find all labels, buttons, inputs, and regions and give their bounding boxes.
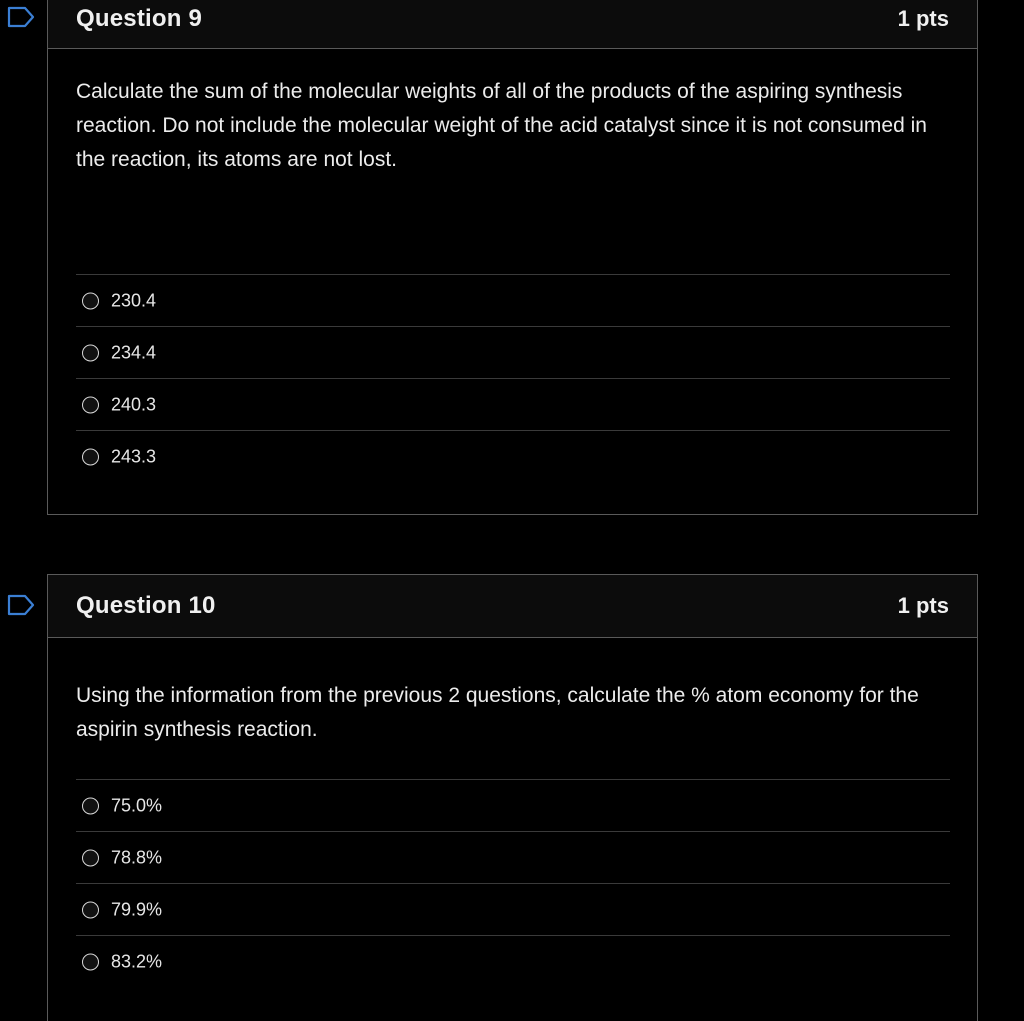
question-10 <box>47 574 978 1021</box>
answer-label: 230.4 <box>111 290 157 310</box>
answer-option[interactable] <box>76 832 950 884</box>
answer-label: 78.8% <box>111 847 163 867</box>
answer-label: 83.2% <box>111 951 163 972</box>
answer-option[interactable] <box>76 327 950 379</box>
answer-option[interactable] <box>76 936 950 988</box>
answer-option[interactable] <box>76 780 950 832</box>
answer-option[interactable] <box>76 884 950 936</box>
answer-label: 243.3 <box>111 446 157 467</box>
answer-list <box>76 274 950 483</box>
radio-button[interactable] <box>82 449 99 466</box>
question-points: 1 pts <box>897 593 949 618</box>
radio-button[interactable] <box>82 396 99 413</box>
flag-question-9-icon[interactable] <box>6 6 36 28</box>
flag-question-10-icon[interactable] <box>6 594 36 616</box>
answer-list <box>76 779 950 988</box>
question-text: Using the information from the previous 2 questions, calculate the % atom economy for the aspirin synthesis reaction. <box>76 684 919 741</box>
answer-option[interactable] <box>76 431 950 483</box>
radio-button[interactable] <box>82 954 99 971</box>
question-title: Question 10 <box>76 592 216 619</box>
answer-label: 234.4 <box>111 342 157 362</box>
question-header <box>48 0 977 49</box>
radio-button[interactable] <box>82 849 99 866</box>
radio-button[interactable] <box>82 292 99 309</box>
question-title: Question 9 <box>76 5 203 32</box>
answer-option[interactable] <box>76 379 950 431</box>
question-header <box>48 575 977 638</box>
radio-button[interactable] <box>82 344 99 361</box>
radio-button[interactable] <box>82 797 99 814</box>
answer-label: 240.3 <box>111 394 157 414</box>
question-text: Calculate the sum of the molecular weights of all of the products of the aspiring synthesis reaction. Do not include the molecular weight of the acid catalyst since it is not consumed in the reaction, its atoms are not lost. <box>76 80 927 171</box>
answer-label: 79.9% <box>111 899 163 919</box>
radio-button[interactable] <box>82 901 99 918</box>
question-points: 1 pts <box>897 6 949 31</box>
answer-option[interactable] <box>76 275 950 327</box>
question-9 <box>47 0 978 515</box>
answer-label: 75.0% <box>111 795 163 815</box>
